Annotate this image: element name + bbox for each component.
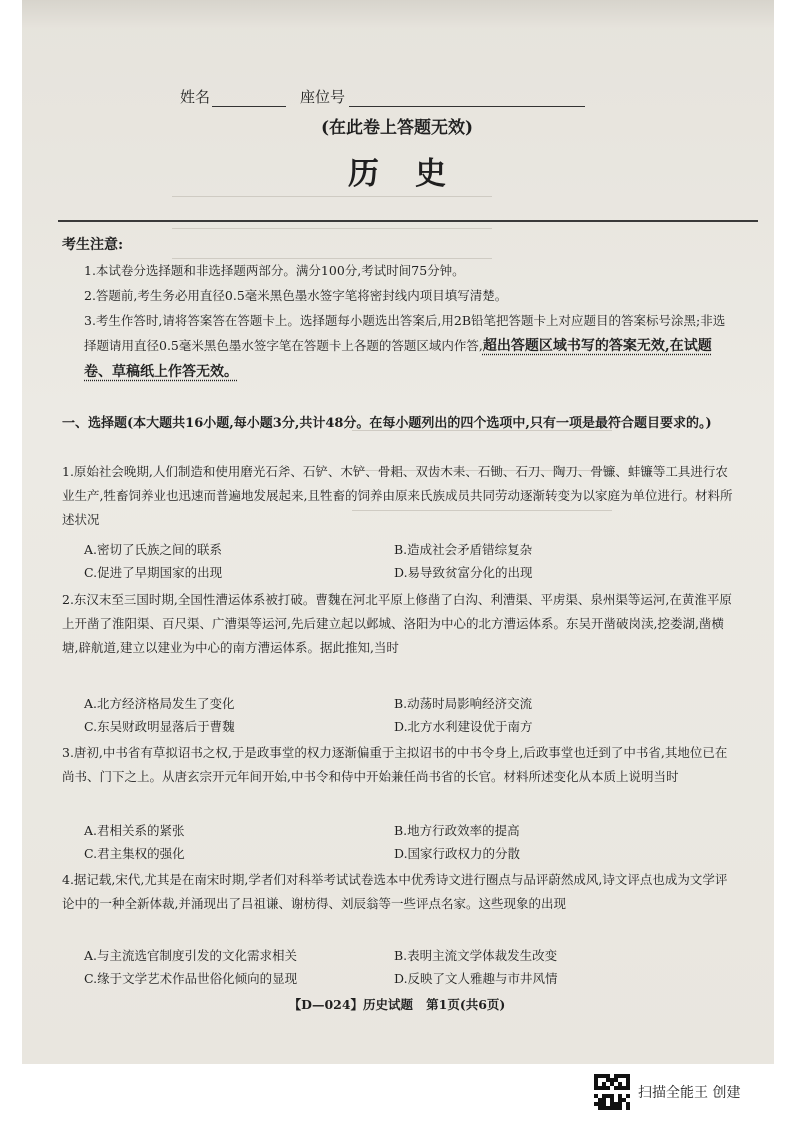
qr-code-icon <box>594 1074 630 1110</box>
name-label: 姓名 <box>180 88 211 106</box>
question-4-stem: 4.据记载,宋代,尤其是在南宋时期,学者们对科举考试试卷选本中优秀诗文进行圈点与品评蔚然成风,诗文评点也成为文学评论中的一种全新体裁,并涌现出了吕祖谦、谢枋得、刘辰翁等一些评点名家。这些现象的出现 <box>62 872 728 911</box>
question-3-option-b[interactable]: B.地方行政效率的提高 <box>394 823 520 838</box>
question-2-option-c[interactable]: C.东吴财政明显落后于曹魏 <box>84 719 235 734</box>
question-4-option-a[interactable]: A.与主流选官制度引发的文化需求相关 <box>84 948 298 963</box>
question-2-option-d[interactable]: D.北方水利建设优于南方 <box>394 719 533 734</box>
question-3-options <box>84 819 704 865</box>
page-footer <box>0 995 794 1013</box>
qr-cell <box>626 1106 630 1110</box>
page-number: 第1页(共6页) <box>426 997 506 1012</box>
notice-item-1: 1.本试卷分选择题和非选择题两部分。满分100分,考试时间75分钟。 <box>84 263 465 278</box>
question-3-option-a[interactable]: A.君相关系的紧张 <box>84 823 185 838</box>
seat-label: 座位号 <box>300 88 346 106</box>
notice-item-3-emphasis: 超出答题区域书写的答案无效,在试题卷、草稿纸上作答无效。 <box>84 338 712 380</box>
invalid-notice: (在此卷上答题无效) <box>320 118 474 138</box>
question-4-option-b[interactable]: B.表明主流文学体裁发生改变 <box>394 948 558 963</box>
question-4-options <box>84 944 704 990</box>
question-2-option-a[interactable]: A.北方经济格局发生了变化 <box>84 696 235 711</box>
name-seat-row <box>180 86 585 107</box>
question-2-stem: 2.东汉末至三国时期,全国性漕运体系被打破。曹魏在河北平原上修凿了白沟、利漕渠、平虏渠、泉州渠等运河,在黄淮平原上开凿了淮阳渠、百尺渠、广漕渠等运河,先后建立起以邺城、洛阳为中心的北方漕运体系。东吴开凿破岗渎,挖娄湖,凿横塘,辟航道,建立以建业为中心的南方漕运体系。据此推知,当时 <box>62 592 732 655</box>
seat-blank[interactable] <box>349 92 585 107</box>
question-4-option-c[interactable]: C.缘于文学艺术作品世俗化倾向的显现 <box>84 971 298 986</box>
name-blank[interactable] <box>212 92 286 107</box>
notice-item-3-text: 3.考生作答时,请将答案答在答题卡上。选择题每小题选出答案后,用2B铅笔把答题卡上对应题目的答案标号涂黑;非选择题请用直径0.5毫米黑色墨水签字笔在答题卡上各题的答题区域内作答, <box>84 313 726 353</box>
subject-title: 历史 <box>348 156 482 192</box>
header-divider <box>58 220 758 222</box>
question-3-option-d[interactable]: D.国家行政权力的分散 <box>394 846 521 861</box>
notice-item-2: 2.答题前,考生务必用直径0.5毫米黑色墨水签字笔将密封线内项目填写清楚。 <box>84 288 508 303</box>
question-2-option-b[interactable]: B.动荡时局影响经济交流 <box>394 696 533 711</box>
exam-code: 【D—024】历史试题 <box>288 997 414 1012</box>
bleed-through-table-line <box>172 196 492 197</box>
question-3-stem: 3.唐初,中书省有草拟诏书之权,于是政事堂的权力逐渐偏重于主拟诏书的中书令身上,后政事堂也迁到了中书省,其地位已在尚书、门下之上。从唐玄宗开元年间开始,中书令和侍中开始兼任尚书省的长官。材料所述变化从本质上说明当时 <box>62 745 728 784</box>
question-1-option-c[interactable]: C.促进了早期国家的出现 <box>84 565 223 580</box>
notice-title: 考生注意: <box>62 237 124 253</box>
scanner-watermark <box>594 1072 740 1112</box>
question-1-option-d[interactable]: D.易导致贫富分化的出现 <box>394 565 533 580</box>
question-1-options <box>84 538 704 584</box>
bleed-through-table-line <box>172 228 492 229</box>
notice-item-3 <box>84 308 736 385</box>
question-2-options <box>84 692 704 738</box>
question-1-stem: 1.原始社会晚期,人们制造和使用磨光石斧、石铲、木铲、骨耜、双齿木耒、石锄、石刀、陶刀、骨镰、蚌镰等工具进行农业生产,牲畜饲养业也迅速而普遍地发展起来,且牲畜的饲养由原来氏族成员共同劳动逐渐转变为以家庭为单位进行。材料所述状况 <box>62 464 733 527</box>
scanner-label: 扫描全能王 创建 <box>638 1085 741 1101</box>
question-3-option-c[interactable]: C.君主集权的强化 <box>84 846 185 861</box>
question-1-option-a[interactable]: A.密切了氏族之间的联系 <box>84 542 223 557</box>
question-1-option-b[interactable]: B.造成社会矛盾错综复杂 <box>394 542 533 557</box>
question-4-option-d[interactable]: D.反映了文人雅趣与市井风情 <box>394 971 558 986</box>
section-heading: 一、选择题(本大题共16小题,每小题3分,共计48分。在每小题列出的四个选项中,只有一项是最符合题目要求的。) <box>62 416 712 431</box>
